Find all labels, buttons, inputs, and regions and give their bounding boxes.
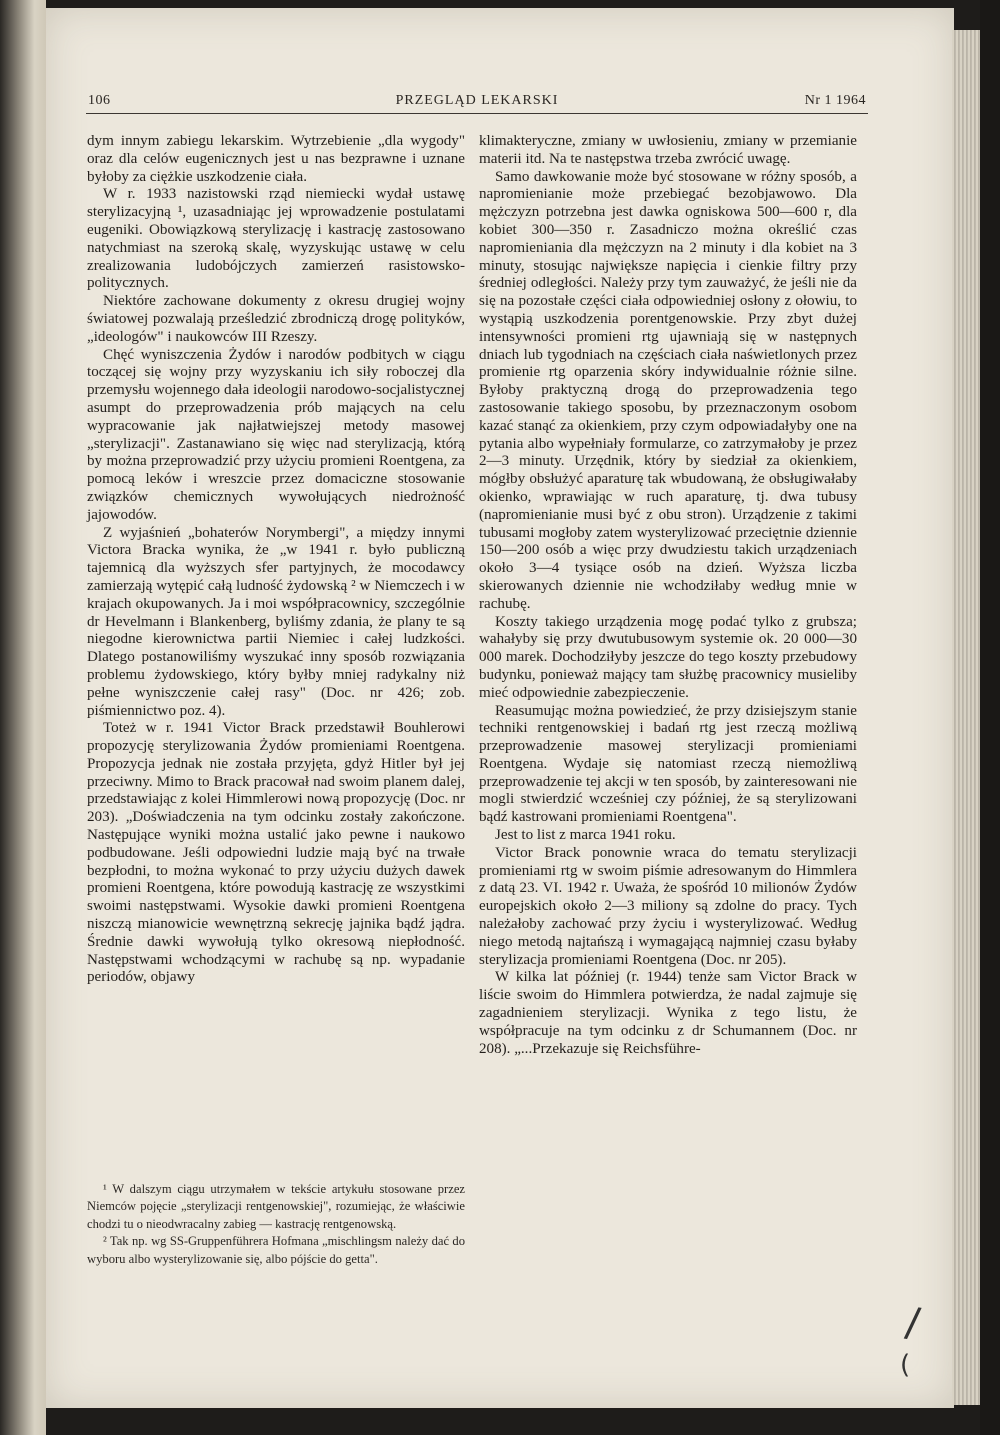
- running-header: [88, 93, 866, 113]
- margin-mark: (: [900, 1350, 911, 1380]
- footnotes: [87, 1181, 465, 1268]
- paragraph: Niektóre zachowane dokumenty z okresu drugiej wojny światowej pozwalają prześledzić zbrodniczą drogę polityków, „ideologów" i naukowców III Rzeszy.: [87, 293, 465, 345]
- paragraph: Chęć wyniszczenia Żydów i narodów podbitych w ciągu toczącej się wojny przy wyzyskaniu ich siły roboczej dla przemysłu wojennego dała ideologii narodowo-socjalistycznej asumpt do przeprowadzenia prób mających na celu wypracowanie jak najłatwiejszej metody masowej „sterylizacji". Zastanawiano się więc nad sterylizacją, którą by można przeprowadzić przy użyciu promieni Roentgena, za pomocą leków i wreszcie przez domaciczne stosowanie związków chemicznych wywołujących niedrożność jajowodów.: [87, 346, 465, 523]
- paragraph: Victor Brack ponownie wraca do tematu sterylizacji promieniami rtg w swoim piśmie adresowanym do Himmlera z datą 23. VI. 1942 r. Uważa, że spośród 10 milionów Żydów europejskich około 2—3 miliony są zdolne do pracy. Tych należałoby zachować przy życiu i wysterylizować. Według niego metodą najtańszą i wymagającą najmniej czasu byłaby sterylizacja promieniami Roentgena (Doc. nr 205).: [479, 844, 857, 968]
- issue-number: Nr 1 1964: [804, 93, 866, 108]
- left-page-edge: [0, 0, 46, 1435]
- paragraph: Toteż w r. 1941 Victor Brack przedstawił Bouhlerowi propozycję sterylizowania Żydów promieniami Roentgena. Propozycja jednak nie została przyjęta, gdyż Hitler był jej przeciwny. Mimo to Brack pracował nad swoim planem dalej, przedstawiając z kolei Himmlerowi nową propozycję (Doc. nr 203). „Doświadczenia na tym odcinku zostały zakończone. Następujące wyniki można ustalić jako pewne i naukowo podbudowane. Jeśli odpowiedni ludzie mają być na trwałe bezpłodni, to można wykonać to przy użyciu dużych dawek promieni Roentgena, które powodują kastrację ze wszystkimi swoimi następstwami. Wysokie dawki promieni Roentgena niszczą mianowicie wewnętrzną sekrecję jajnika bądź jądra. Średnie dawki wywołują tylko okresową niepłodność. Następstwami wchodzącymi w rachubę są np. wypadanie periodów, objawy: [87, 720, 465, 986]
- page-number: 106: [88, 93, 111, 108]
- footnote: ² Tak np. wg SS-Gruppenführera Hofmana „mischlingsm należy dać do wyboru albo wysterylizowanie się, albo pójście do getta".: [87, 1234, 465, 1266]
- footnote: ¹ W dalszym ciągu utrzymałem w tekście artykułu stosowane przez Niemców pojęcie „sterylizacji rentgenowskiej", rozumiejąc, że właściwie chodzi tu o nieodwracalny zabieg — kastrację rentgenowską.: [87, 1182, 465, 1231]
- paragraph: W kilka lat później (r. 1944) tenże sam Victor Brack w liście swoim do Himmlera potwierdza, że nadal zajmuje się zagadnieniem sterylizacji. Wynika z tego listu, że współpracuje na tym odcinku z dr Schumannem (Doc. nr 208). „...Przekazuje się Reichsführe-: [479, 969, 857, 1057]
- paragraph: Z wyjaśnień „bohaterów Norymbergi", a między innymi Victora Bracka wynika, że „w 1941 r. było publiczną tajemnicą dla wyższych sfer partyjnych, że mocodawcy zamierzają wytępić całą ludność żydowską ² w Niemczech i w krajach okupowanych. Ja i moi współpracownicy, szczególnie dr Hevelmann i Blankenberg, byliśmy zdania, że plany te są niegodne kierownictwa partii Niemiec i całej ludzkości. Dlatego postanowiliśmy wyszukać inny sposób rozwiązania problemu żydowskiego, który byłby mniej radykalny niż pełne wyniszczenie całej rasy" (Doc. nr 426; zob. piśmiennictwo poz. 4).: [87, 524, 465, 719]
- paragraph: Koszty takiego urządzenia mogę podać tylko z grubsza; wahałyby się przy dwutubusowym systemie ok. 20 000—30 000 marek. Dochodziłyby jeszcze do tego koszty przebudowy budynku, ponieważ mający tam służbę pracownicy musieliby mieć odpowiednie zabezpieczenie.: [479, 613, 857, 701]
- right-column: [479, 133, 857, 1058]
- paragraph: Reasumując można powiedzieć, że przy dzisiejszym stanie techniki rentgenowskiej i badań rtg jest rzeczą możliwą przeprowadzenie masowej sterylizacji promieniami Roentgena. Wydaje się natomiast rzeczą niemożliwą przeprowadzenie tej akcji w ten sposób, by zainteresowani nie mogli stwierdzić wcześniej czy później, że są sterylizowani bądź kastrowani promieniami Roentgena".: [479, 702, 857, 826]
- background-right: [980, 0, 1000, 1435]
- paragraph: dym innym zabiegu lekarskim. Wytrzebienie „dla wygody" oraz dla celów eugenicznych jest u nas bezprawne i uznane byłoby za ciężkie uszkodzenie ciała.: [87, 133, 465, 185]
- page-stack-edge: [952, 30, 980, 1405]
- paragraph: W r. 1933 nazistowski rząd niemiecki wydał ustawę sterylizacyjną ¹, uzasadniając jej wprowadzenie postulatami eugeniki. Obowiązkową sterylizację i kastrację zastosowano natychmiast na szeroką skalę, wyzyskując ustawę w celu zrealizowania ludobójczych zamierzeń rasistowsko-politycznych.: [87, 186, 465, 292]
- journal-title: PRZEGLĄD LEKARSKI: [395, 93, 559, 108]
- paragraph: Samo dawkowanie może być stosowane w różny sposób, a napromienianie może przebiegać bezobjawowo. Dla mężczyzn potrzebna jest dawka ogniskowa 500—600 r, dla kobiet 300—350 r. Zasadniczo można określić czas napromieniania dla mężczyzn na 2 minuty i dla kobiet na 3 minuty, stosując największe napięcia i cienkie filtry przy średniej odległości. Należy przy tym zauważyć, że jeśli nie da się na pozostałe części ciała odpowiedniej osłony z ołowiu, to wystąpią uszkodzenia porentgenowskie. Przy zbyt dużej intensywności promieni rtg ujawniają się w następnych dniach lub tygodniach na częściach ciała naświetlonych przez promienie rtg oparzenia skóry indywidualnie różnie silne. Byłoby praktyczną drogą do przeprowadzenia tego zastosowanie takiego sposobu, by przeznaczonym osobom kazać stanąć za okienkiem, przy czym odpowiadałyby one na pytania albo wypełniały formularze, co zatrzymałoby je przez 2—3 minuty. Urzędnik, który by siedział za okienkiem, mógłby obsłużyć aparaturę tak wbudowaną, że obsługiwałaby okienko, wprawiając w ruch aparaturę, tj. dwa tubusy (napromienianie musi być z obu stron). Urządzenie z takimi tubusami mogłoby zatem wysterylizować przeciętnie dziennie 150—200 osób a więc przy dwudziestu takich urządzeniach około 3—4 tysiące osób na dzień. Wyższa liczba skierowanych dziennie nie wchodziłaby według mnie w rachubę.: [479, 168, 857, 612]
- left-column: [87, 133, 465, 987]
- header-rule: [86, 113, 868, 114]
- margin-mark: /: [902, 1299, 923, 1347]
- paragraph: klimakteryczne, zmiany w uwłosieniu, zmiany w przemianie materii itd. Na te następstwa trzeba zwrócić uwagę.: [479, 133, 857, 167]
- paragraph: Jest to list z marca 1941 roku.: [495, 827, 676, 844]
